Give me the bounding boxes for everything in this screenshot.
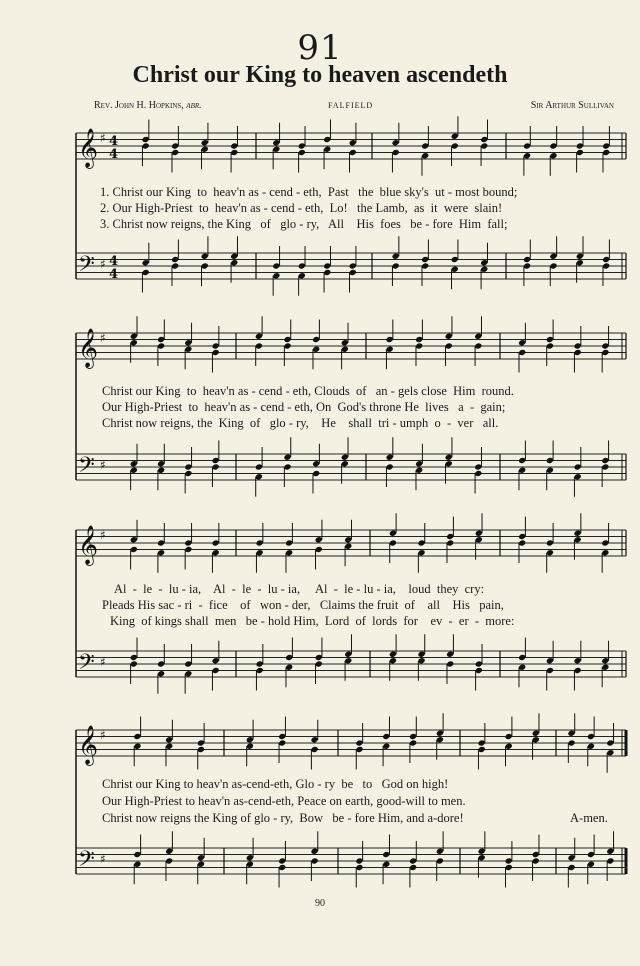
bass-clef: 𝄢	[78, 252, 95, 282]
key-signature-sharp: ♯	[100, 458, 106, 472]
composer-credit: Sir Arthur Sullivan	[530, 100, 614, 111]
amen-text: A-men.	[570, 811, 608, 825]
time-signature: 4	[109, 147, 119, 162]
lyric-line: Pleads His sac - ri - fice of won - der, Claims the fruit of all His pain,	[102, 598, 504, 612]
tune-name: FALFIELD	[328, 101, 374, 110]
lyric-line: 3. Christ now reigns, the King of glo - ry, All His foes be - fore Him fall;	[100, 217, 508, 231]
treble-clef: 𝄞	[78, 128, 99, 168]
lyric-line: 2. Our High-Priest to heav'n as - cend - eth, Lo! the Lamb, as it were slain!	[100, 201, 503, 215]
lyric-line: King of kings shall men be - hold Him, Lord of lords for ev - er - more:	[110, 614, 515, 628]
key-signature-sharp: ♯	[100, 257, 106, 271]
key-signature-sharp: ♯	[100, 728, 106, 742]
bass-clef: 𝄢	[78, 453, 95, 483]
lyric-line: 1. Christ our King to heav'n as - cend - eth, Past the blue sky's ut - most bound;	[100, 185, 518, 199]
time-signature: 4	[109, 134, 119, 149]
author-note: abr.	[186, 100, 202, 111]
hymn-number: 91	[297, 28, 343, 68]
author-name: Rev. John H. Hopkins,	[94, 100, 184, 111]
bass-clef: 𝄢	[78, 847, 95, 877]
lyric-line: Christ now reigns, the King of glo - ry, He shall tri - umph o - ver all.	[102, 416, 499, 430]
key-signature-sharp: ♯	[100, 852, 106, 866]
time-signature: 4	[109, 254, 119, 269]
key-signature-sharp: ♯	[100, 131, 106, 145]
time-signature: 4	[109, 267, 119, 282]
lyric-line: Our High-Priest to heav'n as-cend-eth, Peace on earth, good-will to men.	[102, 794, 466, 808]
lyric-line: Christ now reigns the King of glo - ry, Bow be - fore Him, and a-dore!	[102, 811, 464, 825]
key-signature-sharp: ♯	[100, 528, 106, 542]
treble-clef: 𝄞	[78, 725, 99, 765]
treble-clef: 𝄞	[78, 328, 99, 368]
treble-clef: 𝄞	[78, 525, 99, 565]
bass-clef: 𝄢	[78, 650, 95, 680]
key-signature-sharp: ♯	[100, 655, 106, 669]
page-number: 90	[315, 898, 325, 909]
lyric-line: Our High-Priest to heav'n as - cend - eth, On God's throne He lives a - gain;	[102, 400, 506, 414]
lyric-line: Christ our King to heav'n as-cend-eth, Glo - ry be to God on high!	[102, 777, 449, 791]
hymn-title: Christ our King to heaven ascendeth	[132, 62, 508, 88]
lyric-line: Al - le - lu - ia, Al - le - lu - ia, Al - le - lu - ia, loud they cry:	[114, 582, 485, 596]
lyric-line: Christ our King to heav'n as - cend - eth, Clouds of an - gels close Him round.	[102, 384, 514, 398]
key-signature-sharp: ♯	[100, 331, 106, 345]
